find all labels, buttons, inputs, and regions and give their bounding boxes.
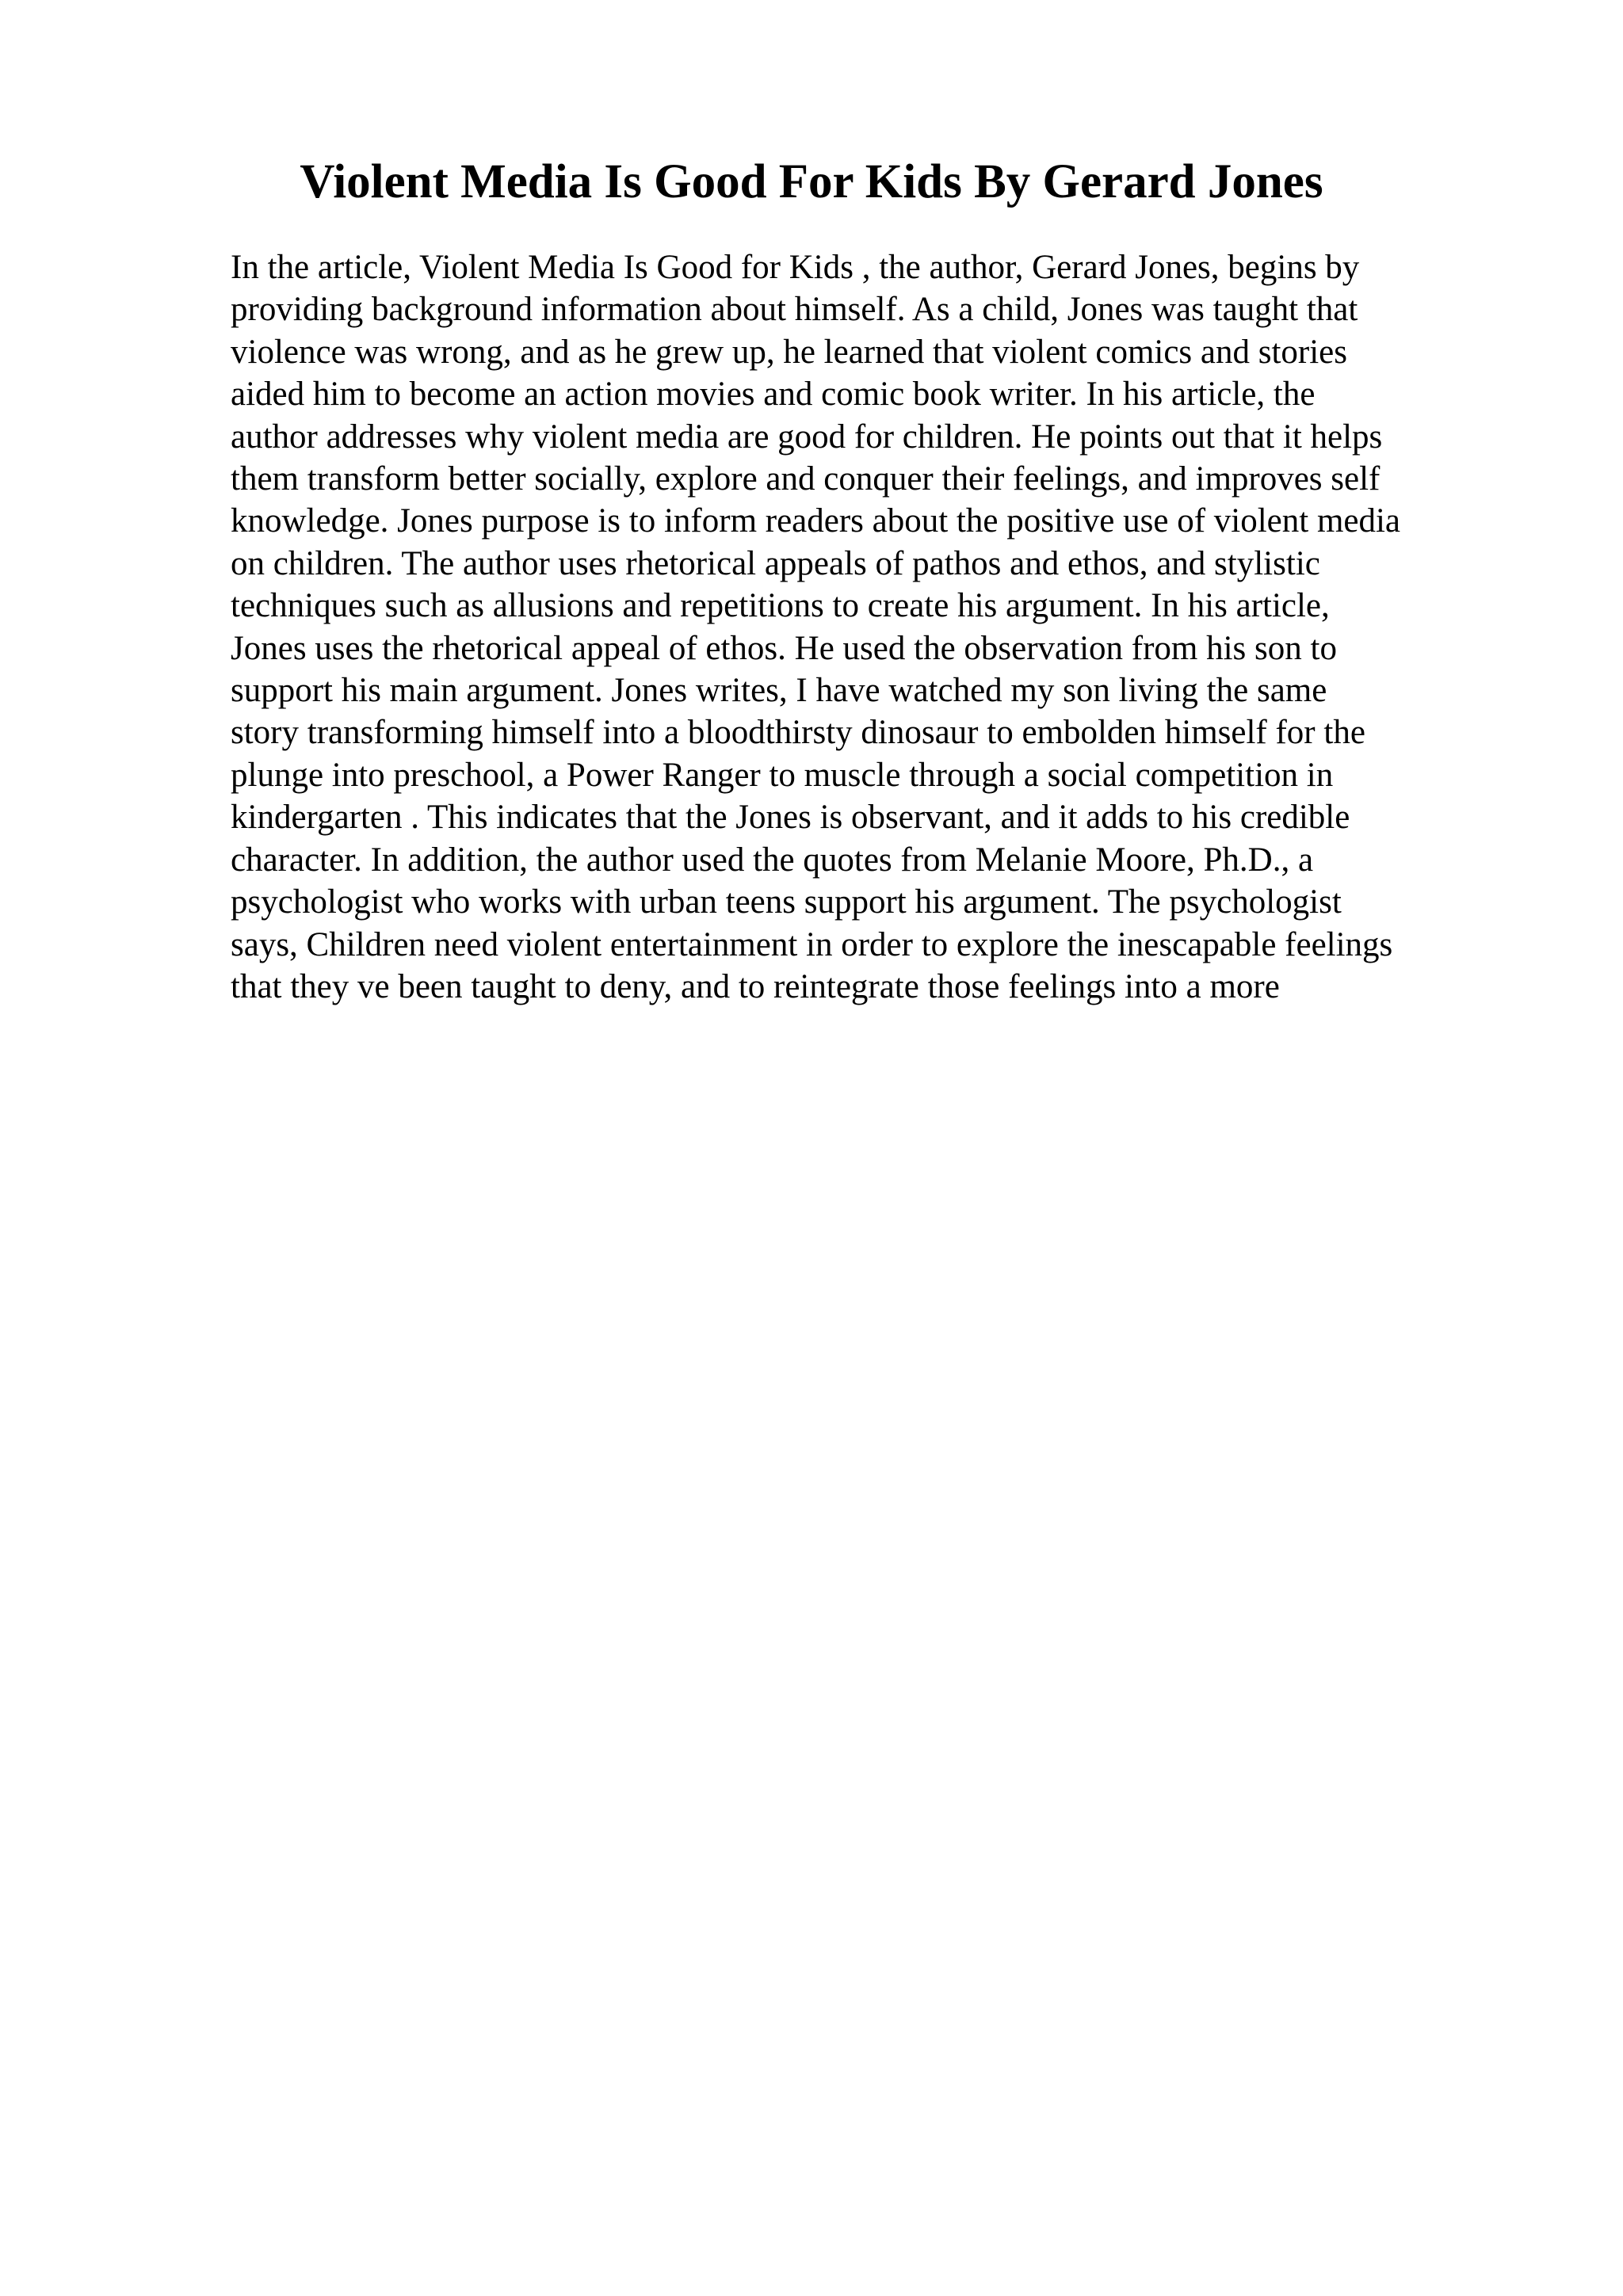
body-line: character. In addition, the author used the quotes from Melanie Moore, Ph.D., a: [231, 841, 1314, 879]
body-line: plunge into preschool, a Power Ranger to muscle through a social competition in: [231, 756, 1334, 794]
body-line: psychologist who works with urban teens support his argument. The psychologist: [231, 883, 1342, 921]
body-line: story transforming himself into a bloodthirsty dinosaur to embolden himself for the: [231, 714, 1365, 752]
body-line: author addresses why violent media are good for children. He points out that it helps: [231, 418, 1383, 456]
body-line: that they ve been taught to deny, and to reintegrate those feelings into a more: [231, 967, 1280, 1005]
body-line: knowledge. Jones purpose is to inform readers about the positive use of violent media: [231, 502, 1401, 540]
body-line: In the article, Violent Media Is Good for Kids , the author, Gerard Jones, begins by: [231, 249, 1360, 286]
body-line: aided him to become an action movies and comic book writer. In his article, the: [231, 376, 1316, 414]
body-line: providing background information about himself. As a child, Jones was taught that: [231, 291, 1358, 329]
body-line: them transform better socially, explore and conquer their feelings, and improves self: [231, 460, 1381, 498]
document-body: [231, 246, 1594, 1008]
body-line: violence was wrong, and as he grew up, he learned that violent comics and stories: [231, 333, 1348, 371]
body-line: says, Children need violent entertainment in order to explore the inescapable feelings: [231, 925, 1393, 963]
body-line: support his main argument. Jones writes, I have watched my son living the same: [231, 672, 1327, 710]
body-line: Jones uses the rhetorical appeal of ethos. He used the observation from his son to: [231, 629, 1337, 667]
body-line: on children. The author uses rhetorical appeals of pathos and ethos, and stylistic: [231, 544, 1320, 582]
body-line: kindergarten . This indicates that the Jones is observant, and it adds to his credible: [231, 799, 1350, 837]
body-line: techniques such as allusions and repetitions to create his argument. In his article,: [231, 587, 1330, 625]
document-title: Violent Media Is Good For Kids By Gerard Jones: [300, 155, 1323, 208]
